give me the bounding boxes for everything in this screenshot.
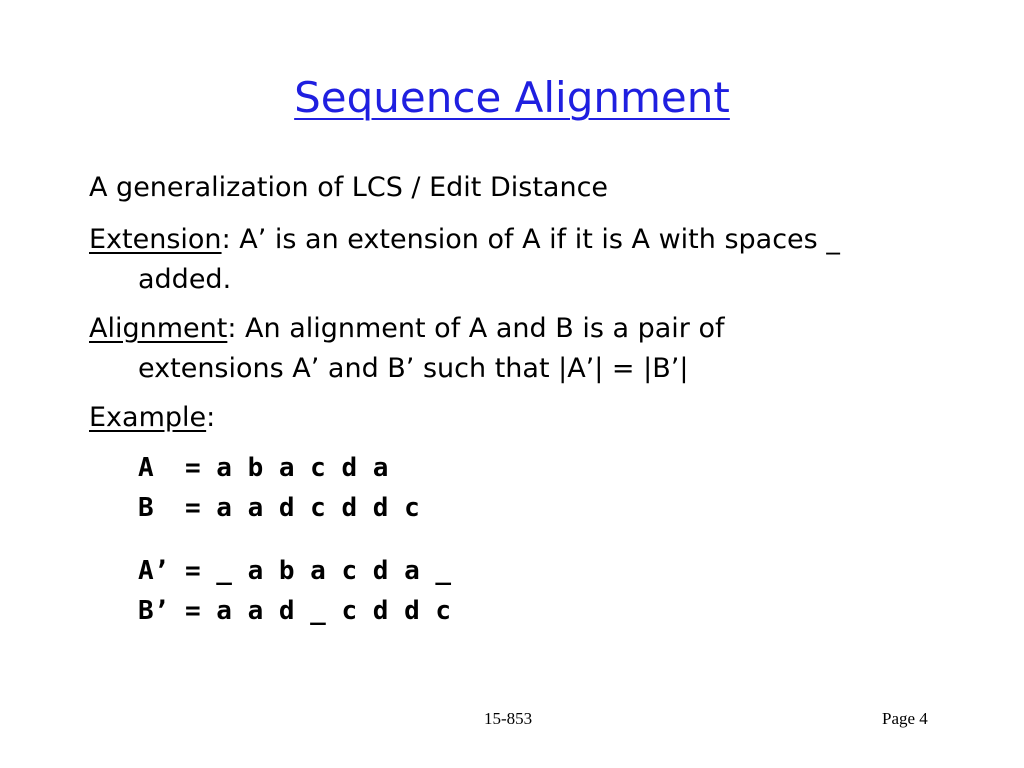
extension-definition (89, 220, 869, 300)
footer-page-number: Page 4 (882, 709, 928, 728)
sequence-b: B = a a d c d d c (138, 493, 420, 523)
sequence-b-prime: B’ = a a d _ c d d c (138, 596, 452, 626)
example-term: Example (89, 402, 207, 433)
extension-text: : A’ is an extension of A if it is A with spaces _ added. (138, 224, 840, 295)
sequence-a-prime: A’ = _ a b a c d a _ (138, 556, 452, 586)
alignment-term: Alignment (89, 313, 228, 344)
footer-course: 15-853 (484, 709, 533, 728)
sequence-a: A = a b a c d a (138, 453, 389, 483)
alignment-text: : An alignment of A and B is a pair of extensions A’ and B’ such that |A’| = |B’| (138, 313, 725, 384)
intro-line: A generalization of LCS / Edit Distance (89, 172, 609, 203)
example-colon: : (206, 402, 216, 433)
slide-title: Sequence Alignment (294, 73, 730, 122)
extension-term: Extension (89, 224, 222, 255)
alignment-definition (89, 309, 869, 389)
example-heading (89, 398, 869, 438)
